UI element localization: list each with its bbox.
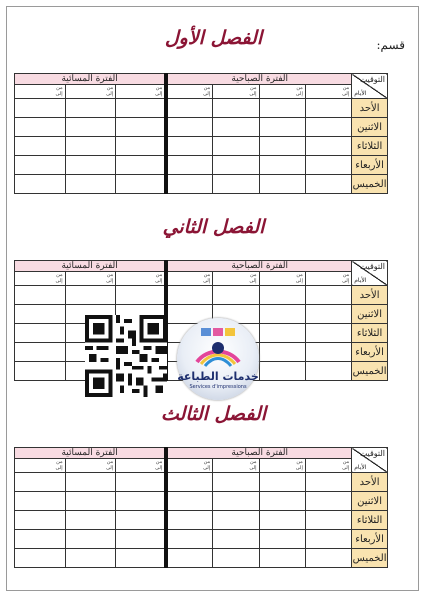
- schedule-cell: [259, 286, 305, 305]
- slot-to-label: إلى: [155, 465, 163, 471]
- morning-period-header: الفترة الصباحية: [166, 261, 351, 272]
- day-row: [15, 549, 388, 568]
- header-row: [15, 261, 388, 272]
- slot-from-label: من: [250, 272, 257, 278]
- schedule-cell: [305, 156, 351, 175]
- schedule-cell: [166, 118, 212, 137]
- slot-to-label: إلى: [342, 91, 350, 97]
- day-row: [15, 156, 388, 175]
- slot-from-label: من: [106, 272, 114, 278]
- schedule-cell: [213, 530, 259, 549]
- slot-to-label: إلى: [55, 91, 63, 97]
- day-label: الثلاثاء: [352, 137, 388, 156]
- evening-period-header: الفترة المسائية: [15, 261, 167, 272]
- slot-from-label: من: [56, 85, 63, 91]
- time-slot-cell: [116, 85, 167, 99]
- schedule-cell: [166, 137, 212, 156]
- schedule-cell: [213, 473, 259, 492]
- day-label: الخميس: [352, 549, 388, 568]
- schedule-cell: [65, 530, 116, 549]
- slot-to-label: إلى: [155, 91, 163, 97]
- time-slot-cell: [166, 85, 212, 99]
- schedule-cell: [65, 549, 116, 568]
- day-label: الاثنين: [352, 118, 388, 137]
- schedule-cell: [15, 137, 66, 156]
- watermark: [85, 315, 267, 400]
- schedule-cell: [15, 156, 66, 175]
- schedule-cell: [305, 549, 351, 568]
- slot-to-label: إلى: [342, 278, 350, 284]
- schedule-cell: [259, 511, 305, 530]
- slot-to-label: إلى: [295, 278, 303, 284]
- slot-from-label: من: [296, 459, 303, 465]
- schedule-cell: [65, 175, 116, 194]
- day-label: الأحد: [352, 286, 388, 305]
- schedule-cell: [15, 530, 66, 549]
- schedule-cell: [213, 286, 259, 305]
- schedule-cell: [259, 530, 305, 549]
- slot-to-label: إلى: [106, 278, 114, 284]
- day-label: الأحد: [352, 473, 388, 492]
- slot-from-label: من: [296, 272, 303, 278]
- schedule-cell: [259, 473, 305, 492]
- schedule-cell: [305, 362, 351, 381]
- time-slot-cell: [166, 272, 212, 286]
- time-slot-cell: [213, 272, 259, 286]
- slot-row: [15, 459, 388, 473]
- slot-from-label: من: [106, 85, 114, 91]
- term-title-3: الفصل الثالث: [160, 403, 267, 425]
- day-label: الثلاثاء: [352, 324, 388, 343]
- schedule-cell: [65, 511, 116, 530]
- schedule-cell: [15, 324, 66, 343]
- slot-from-label: من: [56, 459, 63, 465]
- schedule-cell: [116, 492, 167, 511]
- day-label: الاثنين: [352, 305, 388, 324]
- day-row: [15, 137, 388, 156]
- schedule-cell: [213, 118, 259, 137]
- slot-from-label: من: [203, 272, 211, 278]
- schedule-cell: [65, 286, 116, 305]
- schedule-cell: [259, 175, 305, 194]
- time-slot-cell: [259, 459, 305, 473]
- slot-to-label: إلى: [155, 278, 163, 284]
- schedule-cell: [213, 549, 259, 568]
- slot-from-label: من: [296, 85, 303, 91]
- day-label: الأحد: [352, 99, 388, 118]
- term-title-2: الفصل الثاني: [162, 216, 265, 238]
- schedule-cell: [213, 511, 259, 530]
- schedule-cell: [116, 511, 167, 530]
- schedule-cell: [166, 286, 212, 305]
- time-slot-cell: [65, 272, 116, 286]
- slot-from-label: من: [155, 85, 163, 91]
- slot-to-label: إلى: [106, 465, 114, 471]
- corner-time-label: التوقيت: [359, 262, 385, 271]
- time-slot-cell: [116, 459, 167, 473]
- schedule-cell: [116, 473, 167, 492]
- day-label: الاثنين: [352, 492, 388, 511]
- time-slot-cell: [305, 272, 351, 286]
- time-slot-cell: [305, 459, 351, 473]
- schedule-cell: [15, 492, 66, 511]
- schedule-cell: [305, 511, 351, 530]
- schedule-cell: [305, 118, 351, 137]
- schedule-cell: [213, 137, 259, 156]
- schedule-cell: [65, 492, 116, 511]
- qr-code: [85, 315, 167, 397]
- schedule-cell: [15, 549, 66, 568]
- slot-to-label: إلى: [203, 278, 211, 284]
- schedule-cell: [166, 511, 212, 530]
- schedule-cell: [65, 473, 116, 492]
- header-row: [15, 448, 388, 459]
- schedule-cell: [305, 175, 351, 194]
- time-slot-cell: [259, 85, 305, 99]
- day-label: الخميس: [352, 175, 388, 194]
- slot-to-label: إلى: [249, 91, 257, 97]
- schedule-cell: [305, 286, 351, 305]
- schedule-cell: [166, 156, 212, 175]
- schedule-cell: [305, 343, 351, 362]
- schedule-cell: [305, 305, 351, 324]
- schedule-cell: [15, 99, 66, 118]
- evening-period-header: الفترة المسائية: [15, 74, 167, 85]
- slot-to-label: إلى: [249, 465, 257, 471]
- slot-from-label: من: [342, 459, 350, 465]
- time-slot-cell: [65, 85, 116, 99]
- time-slot-cell: [213, 85, 259, 99]
- slot-row: [15, 85, 388, 99]
- morning-period-header: الفترة الصباحية: [166, 74, 351, 85]
- slot-from-label: من: [250, 85, 257, 91]
- timetable-term-1: [14, 73, 388, 194]
- schedule-cell: [166, 492, 212, 511]
- logo-french-text: Services d'impressions: [189, 384, 247, 390]
- slot-from-label: من: [203, 459, 211, 465]
- slot-from-label: من: [106, 459, 114, 465]
- schedule-cell: [116, 175, 167, 194]
- time-slot-cell: [213, 459, 259, 473]
- schedule-cell: [305, 492, 351, 511]
- time-slot-cell: [15, 85, 66, 99]
- schedule-cell: [116, 118, 167, 137]
- schedule-cell: [116, 156, 167, 175]
- schedule-cell: [15, 511, 66, 530]
- schedule-cell: [166, 175, 212, 194]
- corner-cell: [352, 448, 388, 473]
- time-slot-cell: [15, 272, 66, 286]
- slot-to-label: إلى: [106, 91, 114, 97]
- day-row: [15, 286, 388, 305]
- schedule-cell: [259, 137, 305, 156]
- slot-to-label: إلى: [55, 465, 63, 471]
- schedule-cell: [305, 324, 351, 343]
- slot-to-label: إلى: [342, 465, 350, 471]
- slot-to-label: إلى: [295, 465, 303, 471]
- slot-from-label: من: [342, 272, 350, 278]
- schedule-cell: [65, 156, 116, 175]
- time-slot-cell: [65, 459, 116, 473]
- corner-days-label: الأيام: [354, 464, 367, 471]
- day-row: [15, 530, 388, 549]
- time-slot-cell: [116, 272, 167, 286]
- header-row: [15, 74, 388, 85]
- schedule-cell: [305, 473, 351, 492]
- day-row: [15, 118, 388, 137]
- schedule-cell: [213, 492, 259, 511]
- schedule-cell: [15, 305, 66, 324]
- slot-from-label: من: [203, 85, 211, 91]
- slot-to-label: إلى: [249, 278, 257, 284]
- schedule-cell: [259, 118, 305, 137]
- schedule-cell: [166, 473, 212, 492]
- schedule-cell: [259, 549, 305, 568]
- day-label: الثلاثاء: [352, 511, 388, 530]
- day-label: الأربعاء: [352, 156, 388, 175]
- time-slot-cell: [305, 85, 351, 99]
- print-services-logo: [177, 318, 259, 400]
- timetable-term-3: [14, 447, 388, 568]
- department-label: قسم:: [376, 38, 405, 52]
- time-slot-cell: [15, 459, 66, 473]
- schedule-cell: [65, 137, 116, 156]
- corner-cell: [352, 261, 388, 286]
- schedule-cell: [259, 156, 305, 175]
- day-row: [15, 511, 388, 530]
- schedule-cell: [213, 175, 259, 194]
- day-label: الخميس: [352, 362, 388, 381]
- slot-from-label: من: [56, 272, 63, 278]
- schedule-cell: [305, 99, 351, 118]
- schedule-cell: [259, 492, 305, 511]
- corner-days-label: الأيام: [354, 90, 367, 97]
- schedule-cell: [15, 473, 66, 492]
- slot-from-label: من: [155, 459, 163, 465]
- slot-from-label: من: [155, 272, 163, 278]
- day-row: [15, 492, 388, 511]
- schedule-cell: [116, 530, 167, 549]
- schedule-cell: [15, 175, 66, 194]
- term-title-1: الفصل الأول: [164, 27, 263, 49]
- schedule-cell: [65, 99, 116, 118]
- schedule-cell: [166, 99, 212, 118]
- schedule-cell: [15, 118, 66, 137]
- day-row: [15, 99, 388, 118]
- slot-row: [15, 272, 388, 286]
- schedule-cell: [213, 99, 259, 118]
- schedule-cell: [15, 343, 66, 362]
- schedule-cell: [65, 118, 116, 137]
- slot-to-label: إلى: [203, 91, 211, 97]
- morning-period-header: الفترة الصباحية: [166, 448, 351, 459]
- schedule-cell: [116, 99, 167, 118]
- time-slot-cell: [259, 272, 305, 286]
- corner-time-label: التوقيت: [359, 75, 385, 84]
- corner-days-label: الأيام: [354, 277, 367, 284]
- schedule-cell: [15, 362, 66, 381]
- schedule-cell: [166, 530, 212, 549]
- schedule-cell: [305, 137, 351, 156]
- schedule-cell: [213, 156, 259, 175]
- day-label: الأربعاء: [352, 343, 388, 362]
- schedule-cell: [166, 549, 212, 568]
- slot-to-label: إلى: [55, 278, 63, 284]
- printer-swirl-icon: [177, 318, 259, 370]
- corner-cell: [352, 74, 388, 99]
- schedule-cell: [116, 137, 167, 156]
- day-label: الأربعاء: [352, 530, 388, 549]
- corner-time-label: التوقيت: [359, 449, 385, 458]
- slot-to-label: إلى: [295, 91, 303, 97]
- schedule-cell: [305, 530, 351, 549]
- schedule-cell: [116, 549, 167, 568]
- schedule-cell: [15, 286, 66, 305]
- logo-arabic-text: خدمات الطباعة: [177, 370, 259, 383]
- day-row: [15, 473, 388, 492]
- evening-period-header: الفترة المسائية: [15, 448, 167, 459]
- day-row: [15, 175, 388, 194]
- schedule-cell: [259, 99, 305, 118]
- schedule-cell: [116, 286, 167, 305]
- slot-to-label: إلى: [203, 465, 211, 471]
- slot-from-label: من: [250, 459, 257, 465]
- time-slot-cell: [166, 459, 212, 473]
- slot-from-label: من: [342, 85, 350, 91]
